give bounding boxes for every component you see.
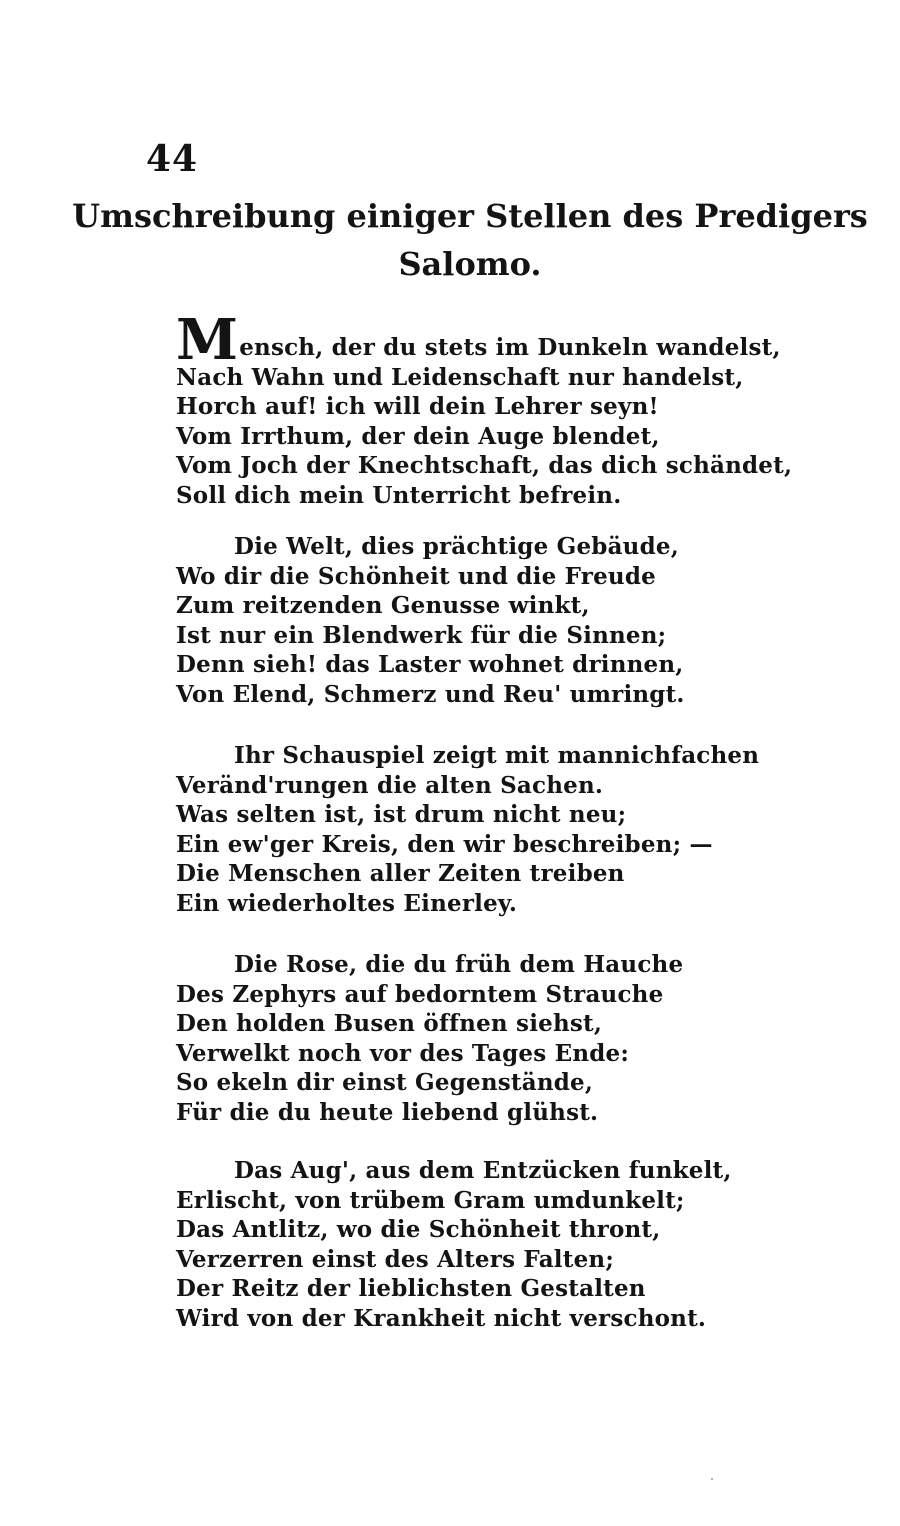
verse-line: So ekeln dir einst Gegenstände, — [176, 1069, 594, 1097]
stanza — [176, 1156, 736, 1334]
verse-line: Vom Joch der Knechtschaft, das dich schändet, — [176, 452, 793, 480]
poem-title: Umschreibung einiger Stellen des Predigers — [72, 197, 868, 235]
stanza — [176, 532, 736, 710]
verse-line: Veränd'rungen die alten Sachen. — [176, 771, 604, 799]
verse-line: Wird von der Krankheit nicht verschont. — [176, 1304, 707, 1332]
verse-line: Erlischt, von trübem Gram umdunkelt; — [176, 1186, 685, 1214]
stanza — [176, 741, 760, 919]
drop-cap: M — [176, 307, 239, 373]
verse-line: Horch auf! ich will dein Lehrer seyn! — [176, 393, 659, 421]
stanza — [176, 307, 793, 511]
verse-line: Verzerren einst des Alters Falten; — [176, 1245, 615, 1273]
verse-line: Das Aug', aus dem Entzücken funkelt, — [234, 1157, 732, 1184]
verse-line: Wo dir die Schönheit und die Freude — [176, 562, 656, 590]
verse-line-text: ensch, der du stets im Dunkeln wandelst, — [239, 334, 781, 361]
poem-title-continuation: Salomo. — [398, 245, 542, 283]
verse-line — [176, 307, 781, 373]
verse-line: Für die du heute liebend glühst. — [176, 1098, 599, 1126]
verse-line: Was selten ist, ist drum nicht neu; — [176, 801, 627, 829]
verse-line: Die Rose, die du früh dem Hauche — [234, 951, 684, 978]
verse-line: Des Zephyrs auf bedorntem Strauche — [176, 980, 664, 1008]
verse-line: Denn sieh! das Laster wohnet drinnen, — [176, 651, 684, 679]
verse-line: Von Elend, Schmerz und Reu' umringt. — [176, 680, 685, 708]
verse-line: Die Welt, dies prächtige Gebäude, — [234, 533, 679, 560]
verse-line: Zum reitzenden Genusse winkt, — [176, 592, 590, 620]
paper-speck — [711, 1478, 713, 1480]
verse-line: Vom Irrthum, der dein Auge blendet, — [176, 422, 660, 450]
verse-line: Ein ew'ger Kreis, den wir beschreiben; — — [176, 830, 713, 858]
verse-line: Den holden Busen öffnen siehst, — [176, 1010, 603, 1038]
verse-line: Das Antlitz, wo die Schönheit thront, — [176, 1216, 661, 1244]
verse-line: Ist nur ein Blendwerk für die Sinnen; — [176, 621, 667, 649]
verse-line: Nach Wahn und Leidenschaft nur handelst, — [176, 363, 744, 391]
verse-line: Ein wiederholtes Einerley. — [176, 889, 518, 917]
verse-line: Die Menschen aller Zeiten treiben — [176, 860, 625, 888]
page-number: 44 — [146, 138, 199, 180]
stanza — [176, 950, 736, 1128]
verse-line: Soll dich mein Unterricht befrein. — [176, 481, 622, 509]
verse-line: Verwelkt noch vor des Tages Ende: — [176, 1039, 630, 1067]
verse-line: Ihr Schauspiel zeigt mit mannichfachen — [234, 742, 760, 769]
verse-line: Der Reitz der lieblichsten Gestalten — [176, 1275, 646, 1303]
